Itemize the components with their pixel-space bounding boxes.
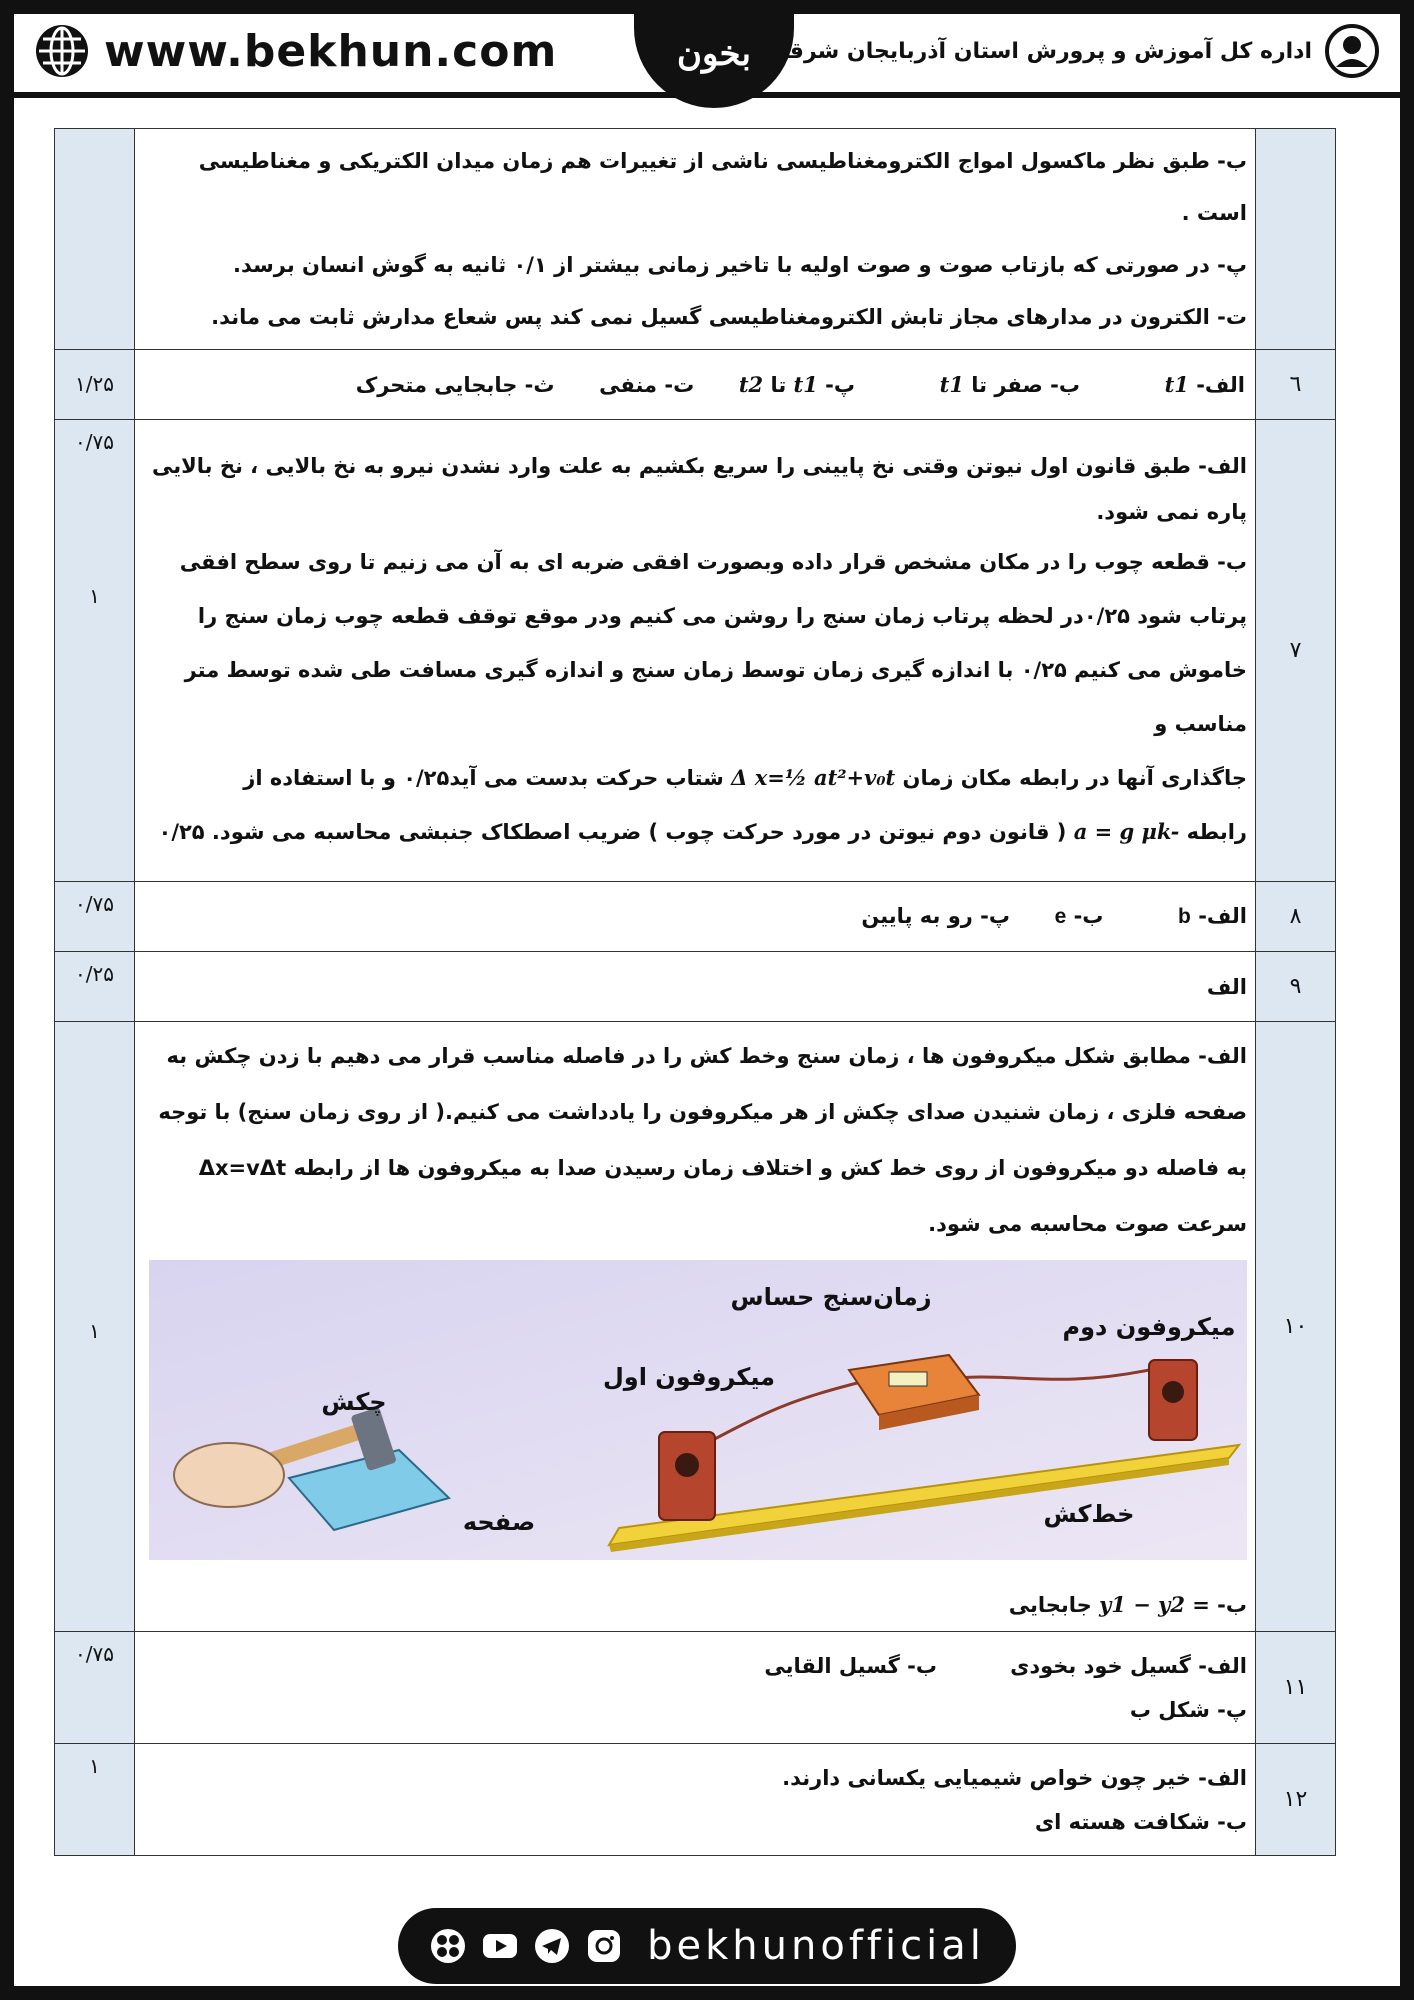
score: ۱/۲۵ — [55, 350, 135, 420]
answer-line: پ- شکل ب — [1129, 1697, 1247, 1722]
friction-formula: a = g μk- — [1073, 818, 1180, 844]
page-header — [14, 14, 1400, 98]
answer-line: ب- قطعه چوب را در مکان مشخص قرار داده وبصورت افقی ضربه ای به آن می زنیم تا روی سطح افقی پرتاب شود ۰/۲۵در لحظه پرتاب زمان سنج را روشن می کنیم ودر موقع توقف قطعه چوب زمان سنج را خاموش می کنیم ۰/۲۵ با اندازه گیری زمان توسط زمان سنج و اندازه گیری مسافت طی شده توسط متر مناسب و — [179, 549, 1247, 736]
score-part-a: ۰/۷۵ — [75, 430, 114, 454]
formula-post: شتاب حرکت بدست می آید۰/۲۵ و با استفاده از — [243, 765, 724, 790]
answer-cell — [135, 420, 1256, 882]
social-handle[interactable]: bekhunofficial — [647, 1923, 985, 1969]
part-c-math2: t2 — [738, 371, 764, 397]
part-a-label: الف- — [1196, 372, 1245, 397]
answer-line — [143, 1028, 1247, 1252]
label-plate: صفحه — [462, 1508, 536, 1536]
question-number: ۱۱ — [1256, 1632, 1336, 1744]
question-number: ۸ — [1256, 882, 1336, 952]
department — [767, 22, 1380, 80]
part-d-label: ت- منفی — [599, 372, 695, 397]
user-icon — [1324, 23, 1380, 79]
label-ruler: خط‌کش — [1043, 1500, 1135, 1528]
answer-cell — [135, 1022, 1256, 1632]
formula-pre: رابطه — [1186, 819, 1247, 844]
youtube-icon[interactable] — [481, 1927, 519, 1965]
kinematics-formula: Δ x=½ at²+v₀t — [731, 764, 896, 790]
answer-cell — [135, 1632, 1256, 1744]
table-row — [55, 350, 1336, 420]
table-row — [55, 1632, 1336, 1744]
telegram-icon[interactable] — [533, 1927, 571, 1965]
score: ۰/۷۵ — [55, 882, 135, 952]
table-row — [55, 1744, 1336, 1856]
part-b-value: e — [1054, 905, 1067, 928]
social-footer — [398, 1908, 1016, 1984]
table-row — [55, 882, 1336, 952]
sound-speed-figure — [149, 1260, 1247, 1560]
score: ۰/۷۵ — [55, 1632, 135, 1744]
aparat-icon[interactable] — [429, 1927, 467, 1965]
part-c-label: پ- — [825, 372, 855, 397]
score — [55, 129, 135, 350]
score: ۱ — [55, 1744, 135, 1856]
table-row — [55, 420, 1336, 882]
answer-line: الف- گسیل خود بخودی ب- گسیل القایی — [764, 1653, 1247, 1678]
answer-line — [143, 1585, 1247, 1625]
part-a-math: t1 — [1164, 371, 1189, 397]
department-name: اداره کل آموزش و پرورش استان آذربایجان شرقی — [767, 38, 1312, 64]
formula-post: ( قانون دوم نیوتن در مورد حرکت چوب ) ضریب اصطکاک جنبشی محاسبه می شود. ۰/۲۵ — [158, 819, 1067, 844]
question-number — [1256, 129, 1336, 350]
answer-line: پ- در صورتی که بازتاب صوت و صوت اولیه با تاخیر زمانی بیشتر از ۰/۱ ثانیه به گوش انسان برسد. — [233, 253, 1247, 277]
label-timer: زمان‌سنج حساس — [730, 1283, 932, 1311]
formula-line — [143, 805, 1247, 859]
part-c-text: پ- رو به پایین — [861, 904, 1010, 928]
answer-line: ت- الکترون در مدارهای مجاز تابش الکترومغناطیسی گسیل نمی کند پس شعاع مدارش ثابت می ماند. — [211, 305, 1247, 329]
part-c-between: تا — [770, 372, 787, 397]
globe-icon — [34, 23, 90, 79]
table-row — [55, 952, 1336, 1022]
label-mic1: میکروفون اول — [602, 1363, 776, 1391]
website-url[interactable]: www.bekhun.com — [104, 25, 558, 77]
speed-formula: Δx=vΔt — [198, 1156, 287, 1180]
formula-line — [143, 751, 1247, 805]
logo-text: بخون — [677, 34, 751, 74]
part-b-label: ب- صفر تا — [971, 372, 1080, 397]
question-number: ۱۲ — [1256, 1744, 1336, 1856]
answer-text: الف- مطابق شکل میکروفون ها ، زمان سنج وخط کش را در فاصله مناسب قرار می دهیم با زدن چکش به صفحه فلزی ، زمان شنیدن صدای چکش از هر میکروفون را یادداشت می کنیم.( از روی زمان سنج) با توجه به فاصله دو میکروفون از روی خط کش و اختلاف زمان رسیدن صدا به میکروفون ها از رابطه — [158, 1044, 1247, 1180]
question-number: ۹ — [1256, 952, 1336, 1022]
question-number: ۱۰ — [1256, 1022, 1336, 1632]
answer-line: ب- طبق نظر ماکسول امواج الکترومغناطیسی ناشی از تغییرات هم زمان میدان الکتریکی و مغناطیسی است . — [198, 149, 1247, 225]
instagram-icon[interactable] — [585, 1927, 623, 1965]
answer-line: الف- طبق قانون اول نیوتن وقتی نخ پایینی را سریع بکشیم به علت وارد نشدن نیرو به نخ بالایی ، نخ بالایی پاره نمی شود. — [151, 453, 1247, 524]
part-a-value: b — [1178, 905, 1191, 928]
score-part-b: ۱ — [89, 584, 100, 608]
question-number: ۷ — [1256, 420, 1336, 882]
score: ۰/۲۵ — [55, 952, 135, 1022]
answer-line: الف- خیر چون خواص شیمیایی یکسانی دارند. — [782, 1765, 1247, 1790]
part-e-label: ث- جابجایی متحرک — [355, 372, 555, 397]
website[interactable] — [34, 22, 557, 80]
score — [55, 420, 135, 882]
answer-cell — [135, 350, 1256, 420]
answer-cell: الف — [135, 952, 1256, 1022]
part-b-math: t1 — [939, 371, 964, 397]
part-b-label: ب- — [1217, 1593, 1247, 1617]
answer-text-end: سرعت صوت محاسبه می شود. — [928, 1212, 1247, 1236]
table-row — [55, 129, 1336, 350]
formula-pre: جاگذاری آنها در رابطه مکان زمان — [902, 765, 1247, 790]
answer-cell — [135, 129, 1256, 350]
answer-cell — [135, 882, 1256, 952]
answer-table — [54, 128, 1336, 1856]
label-hammer: چکش — [321, 1388, 387, 1416]
part-b-text: جابجایی — [1008, 1593, 1092, 1617]
question-number: ٦ — [1256, 350, 1336, 420]
score: ۱ — [55, 1022, 135, 1632]
part-c-math1: t1 — [793, 371, 818, 397]
answer-line: ب- شکافت هسته ای — [1034, 1809, 1247, 1834]
displacement-formula: y1 − y2 = — [1099, 1592, 1210, 1617]
table-row — [55, 1022, 1336, 1632]
part-b-label: ب- — [1073, 904, 1104, 928]
part-a-label: الف- — [1198, 904, 1247, 928]
label-mic2: میکروفون دوم — [1062, 1313, 1236, 1341]
answer-cell — [135, 1744, 1256, 1856]
